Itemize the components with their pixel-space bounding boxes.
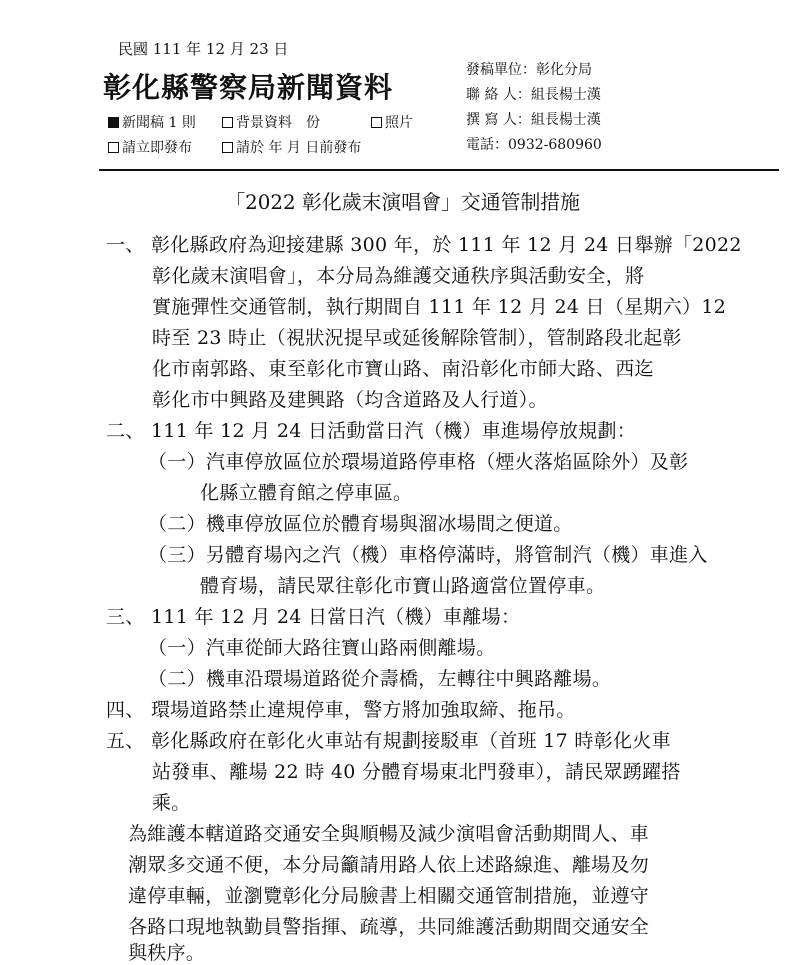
option-photos (371, 112, 413, 132)
option-release-on (222, 137, 361, 157)
contact-writer: 撰 寫 人：組長楊士漢 (466, 112, 601, 128)
contact-liaison: 聯 絡 人：組長楊士漢 (466, 87, 601, 103)
text-line: 四、 環場道路禁止違規停車，警方將加強取締、拖吊。 (106, 699, 576, 721)
text-line: （一）汽車停放區位於環場道路停車格（煙火落焰區除外）及彰 (148, 451, 689, 473)
option-immediate (108, 137, 192, 157)
text-line: （二）機車停放區位於體育場與溜冰場間之便道。 (148, 513, 573, 535)
checkbox-icon (371, 117, 382, 128)
page-title: 彰化縣警察局新聞資料 (103, 71, 394, 104)
option-label: 請於 年 月 日前發布 (236, 140, 362, 156)
checkbox-icon (222, 117, 233, 128)
release-date: 民國 111 年 12 月 23 日 (118, 40, 289, 58)
text-line: 乘。 (152, 792, 191, 814)
text-line: 化市南郭路、東至彰化市寶山路、南沿彰化市師大路、西迄 (152, 358, 654, 380)
option-label: 新聞稿 1 則 (122, 115, 196, 131)
checkbox-checked-icon (108, 117, 119, 128)
header-divider (99, 169, 779, 171)
text-line: （二）機車沿環場道路從介壽橋，左轉往中興路離場。 (148, 668, 612, 690)
option-label: 照片 (385, 115, 413, 131)
option-news-count (108, 112, 196, 132)
document-heading: 「2022 彰化歲末演唱會」交通管制措施 (225, 190, 581, 214)
text-line: 時至 23 時止（視狀況提早或延後解除管制），管制路段北起彰 (152, 327, 682, 349)
text-line: 潮眾多交通不便，本分局籲請用路人依上述路線進、離場及勿 (128, 854, 650, 876)
text-line: 彰化市中興路及建興路（均含道路及人行道）。 (152, 389, 548, 411)
text-line: 三、 111 年 12 月 24 日當日汽（機）車離場： (106, 606, 521, 628)
text-line: 站發車、離場 22 時 40 分體育場東北門發車），請民眾踴躍搭 (152, 761, 681, 783)
text-line: 五、 彰化縣政府在彰化火車站有規劃接駁車（首班 17 時彰化火車 (106, 730, 671, 752)
contact-unit: 發稿單位：彰化分局 (466, 62, 592, 78)
option-background (222, 112, 320, 132)
text-line: 二、 111 年 12 月 24 日活動當日汽（機）車進場停放規劃： (106, 420, 637, 442)
text-line: 違停車輛，並瀏覽彰化分局臉書上相關交通管制措施，並遵守 (128, 885, 650, 907)
checkbox-icon (108, 142, 119, 153)
text-line: 化縣立體育館之停車區。 (200, 482, 413, 504)
contact-phone: 電話：0932-680960 (466, 137, 602, 153)
text-line: （一）汽車從師大路往寶山路兩側離場。 (148, 637, 496, 659)
option-label: 背景資料 份 (236, 115, 320, 131)
text-line: 實施彈性交通管制，執行期間自 111 年 12 月 24 日（星期六）12 (152, 296, 727, 318)
text-line: 體育場，請民眾往彰化市寶山路適當位置停車。 (200, 575, 606, 597)
text-line: （三）另體育場內之汽（機）車格停滿時，將管制汽（機）車進入 (148, 544, 708, 566)
checkbox-icon (222, 142, 233, 153)
text-line: 一、 彰化縣政府為迎接建縣 300 年，於 111 年 12 月 24 日舉辦「2022 (106, 234, 742, 256)
text-line: 彰化歲末演唱會」，本分局為維護交通秩序與活動安全，將 (152, 265, 645, 287)
text-line: 為維護本轄道路交通安全與順暢及減少演唱會活動期間人、車 (128, 823, 650, 845)
text-line: 各路口現地執勤員警指揮、疏導，共同維護活動期間交通安全 (128, 916, 650, 938)
text-line: 與秩序。 (128, 942, 206, 964)
option-label: 請立即發布 (122, 140, 192, 156)
